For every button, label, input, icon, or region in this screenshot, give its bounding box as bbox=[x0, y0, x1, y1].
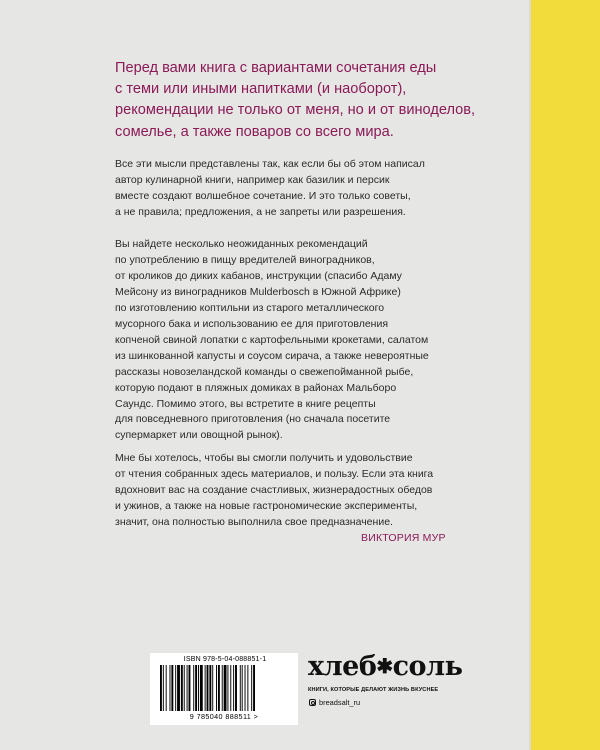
instagram-handle: breadsalt_ru bbox=[319, 698, 361, 707]
lead-text bbox=[115, 58, 515, 143]
barcode-icon bbox=[154, 665, 294, 712]
paragraph-3 bbox=[115, 451, 515, 531]
barcode-bar bbox=[205, 665, 206, 711]
barcode-bar bbox=[187, 665, 188, 711]
barcode-bar bbox=[218, 665, 220, 711]
text-line: Мейсону из виноградников Mulderbosch в Южной Африке) bbox=[115, 285, 401, 298]
logo-word-salt: соль bbox=[392, 651, 463, 682]
publisher-tagline: КНИГИ, КОТОРЫЕ ДЕЛАЮТ ЖИЗНЬ ВКУСНЕЕ bbox=[308, 687, 439, 693]
barcode-bar bbox=[212, 665, 213, 711]
barcode-bar bbox=[235, 665, 237, 711]
text-line: которую подают в пляжных домиках в районах Мальборо bbox=[115, 381, 397, 394]
text-line: а не правила; предложения, а не запреты или разрешения. bbox=[115, 205, 406, 218]
text-line: Саундс. Помимо этого, вы встретите в книге рецепты bbox=[115, 397, 376, 410]
barcode-bar bbox=[207, 665, 209, 711]
barcode-bar bbox=[184, 665, 185, 711]
text-line: копченой свиной лопатки с картофельными крокетами, салатом bbox=[115, 333, 429, 346]
barcode-bar bbox=[160, 665, 162, 711]
barcode-bar bbox=[233, 665, 234, 711]
barcode-bar bbox=[177, 665, 180, 711]
barcode-bar bbox=[195, 665, 197, 711]
instagram-icon bbox=[309, 699, 316, 706]
text-line: автор кулинарной книги, например как базилик и персик bbox=[115, 173, 390, 186]
text-line: рассказы новозеландской команды о свежепойманной рыбе, bbox=[115, 365, 414, 378]
publisher-logo bbox=[308, 652, 462, 683]
barcode-bar bbox=[247, 665, 248, 711]
publisher-instagram bbox=[309, 698, 360, 707]
text-line: супермаркет или овощной рынок). bbox=[115, 429, 283, 442]
text-line: значит, она полностью выполнила свое предназначение. bbox=[115, 515, 393, 528]
barcode-bar bbox=[222, 665, 223, 711]
barcode-bar bbox=[240, 665, 241, 711]
barcode-bar bbox=[170, 665, 171, 711]
barcode-bar bbox=[224, 665, 227, 711]
barcode-bar bbox=[242, 665, 243, 711]
barcode-bar bbox=[245, 665, 246, 711]
barcode-bar bbox=[230, 665, 231, 711]
barcode-bar bbox=[189, 665, 191, 711]
paragraph-2 bbox=[115, 237, 515, 444]
barcode-label bbox=[150, 653, 298, 725]
lead-line: рекомендации не только от меня, но и от виноделов, bbox=[115, 102, 476, 119]
isbn-number: ISBN 978-5-04-088851-1 bbox=[183, 656, 267, 663]
text-line: из шинкованной капусты и соусом сирача, а также невероятные bbox=[115, 349, 429, 362]
text-line: Мне бы хотелось, чтобы вы смогли получить и удовольствие bbox=[115, 452, 413, 464]
author-name: ВИКТОРИЯ МУР bbox=[361, 532, 446, 544]
text-line: Все эти мысли представлены так, как если бы об этом написал bbox=[115, 158, 425, 170]
lead-line: Перед вами книга с вариантами сочетания еды bbox=[115, 60, 437, 76]
barcode-bar bbox=[193, 665, 194, 711]
text-line: мусорного бака и использованию ее для приготовления bbox=[115, 317, 389, 330]
text-line: от кроликов до диких кабанов, инструкции (спасибо Адаму bbox=[115, 269, 402, 282]
paragraph-1 bbox=[115, 157, 515, 221]
text-line: от чтения собранных здесь материалов, и пользу. Если эта книга bbox=[115, 467, 434, 480]
barcode-bar bbox=[175, 665, 176, 711]
yellow-spine-stripe bbox=[531, 0, 600, 750]
text-line: Вы найдете несколько неожиданных рекомендаций bbox=[115, 238, 368, 250]
logo-star-icon: ✱ bbox=[376, 654, 393, 678]
logo-word-bread: хлеб bbox=[308, 651, 377, 682]
barcode-digits: 9 785040 888511 > bbox=[189, 712, 259, 721]
text-line: вдохновит вас на создание счастливых, жизнерадостных обедов bbox=[115, 483, 433, 496]
barcode-bar bbox=[200, 665, 203, 711]
text-line: вместе создают волшебное сочетание. И это только советы, bbox=[115, 189, 411, 202]
lead-line: сомелье, а также поваров со всего мира. bbox=[115, 123, 394, 140]
barcode-bar bbox=[209, 665, 211, 711]
barcode-bar bbox=[163, 665, 164, 711]
barcode-bar bbox=[171, 665, 173, 711]
text-line: и ужинов, а также на новые гастрономические эксперименты, bbox=[115, 499, 418, 512]
barcode-bar bbox=[251, 665, 252, 711]
barcode-bar bbox=[166, 665, 167, 711]
barcode-bar bbox=[198, 665, 199, 711]
barcode-bar bbox=[216, 665, 217, 711]
text-line: для повседневного приготовления (но сначала посетите bbox=[115, 413, 391, 426]
barcode-bar bbox=[227, 665, 228, 711]
barcode-bar bbox=[253, 665, 255, 711]
barcode-bar bbox=[181, 665, 183, 711]
lead-line: с теми или иными напитками (и наоборот), bbox=[115, 81, 407, 98]
text-line: по употреблению в пищу вредителей виноградников, bbox=[115, 253, 375, 266]
text-line: по изготовлению коптильни из старого металлического bbox=[115, 301, 385, 314]
